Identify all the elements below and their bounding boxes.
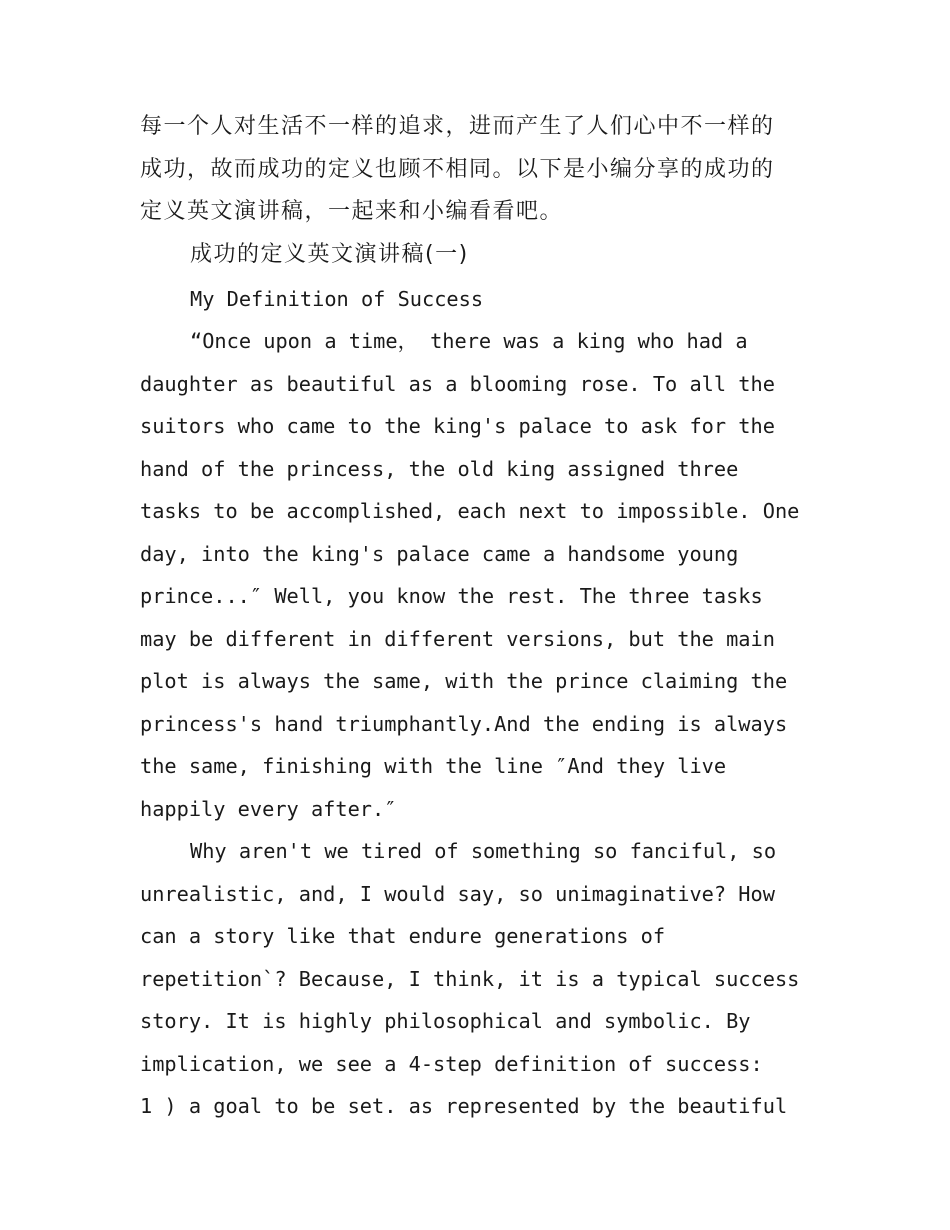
body-line: “Once upon a time， there was a king who had a [190, 329, 748, 353]
section-heading: 成功的定义英文演讲稿(一) [190, 242, 469, 267]
body-line: plot is always the same, with the prince claiming the [140, 669, 788, 693]
intro-line-2: 成功，故而成功的定义也顾不相同。以下是小编分享的成功的 [140, 157, 775, 182]
intro-line-1: 每一个人对生活不一样的追求，进而产生了人们心中不一样的 [140, 114, 775, 139]
body-line: 1 ) a goal to be set. as represented by the beautiful [140, 1094, 788, 1118]
body-line: hand of the princess, the old king assigned three [140, 457, 739, 481]
body-line: tasks to be accomplished, each next to impossible. One [140, 499, 800, 523]
body-line: unrealistic, and, I would say, so unimaginative? How [140, 882, 775, 906]
body-line: Why aren't we tired of something so fanciful, so [190, 839, 777, 863]
body-line: day, into the king's palace came a handsome young [140, 542, 739, 566]
body-line: suitors who came to the king's palace to ask for the [140, 414, 775, 438]
body-line: princess's hand triumphantly.And the ending is always [140, 712, 788, 736]
intro-line-3: 定义英文演讲稿，一起来和小编看看吧。 [140, 199, 564, 224]
body-line: the same, finishing with the line ″And they live [140, 754, 727, 778]
body-line: implication, we see a 4-step definition of success: [140, 1052, 763, 1076]
speech-title: My Definition of Success [190, 287, 484, 311]
body-line: may be different in different versions, but the main [140, 627, 775, 651]
body-line: daughter as beautiful as a blooming rose. To all the [140, 372, 775, 396]
body-line: can a story like that endure generations of [140, 924, 666, 948]
body-line: story. It is highly philosophical and symbolic. By [140, 1009, 751, 1033]
body-line: prince...″ Well, you know the rest. The three tasks [140, 584, 763, 608]
body-line: happily every after.″ [140, 797, 397, 821]
body-line: repetition`? Because, I think, it is a typical success [140, 967, 800, 991]
